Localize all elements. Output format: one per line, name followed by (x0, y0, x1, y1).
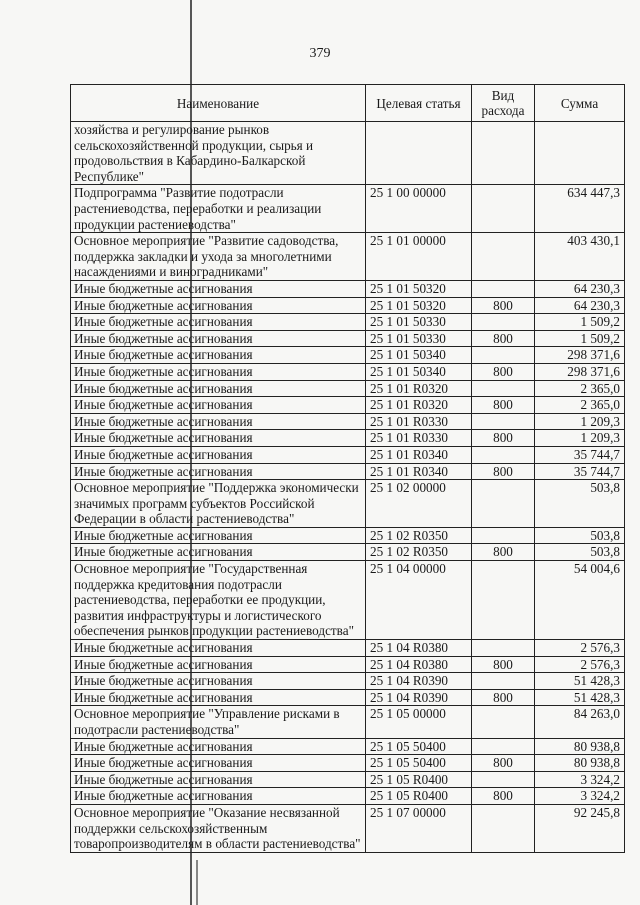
row-sum: 298 371,6 (535, 347, 625, 364)
row-code: 25 1 01 R0320 (366, 397, 472, 414)
row-name: Иные бюджетные ассигнования (71, 280, 366, 297)
row-sum: 503,8 (535, 544, 625, 561)
row-type: 800 (472, 544, 535, 561)
table-row (71, 788, 625, 805)
row-type: 800 (472, 656, 535, 673)
row-code: 25 1 07 00000 (366, 805, 472, 853)
row-type (472, 771, 535, 788)
table-row (71, 233, 625, 281)
table-row (71, 656, 625, 673)
table-row (71, 463, 625, 480)
row-name: Иные бюджетные ассигнования (71, 738, 366, 755)
row-code: 25 1 04 R0390 (366, 673, 472, 690)
row-sum: 503,8 (535, 527, 625, 544)
row-name: Иные бюджетные ассигнования (71, 689, 366, 706)
row-sum: 35 744,7 (535, 446, 625, 463)
row-name: Иные бюджетные ассигнования (71, 463, 366, 480)
row-name: Иные бюджетные ассигнования (71, 788, 366, 805)
row-sum: 298 371,6 (535, 363, 625, 380)
row-code: 25 1 04 R0380 (366, 656, 472, 673)
row-type: 800 (472, 330, 535, 347)
row-code: 25 1 01 R0340 (366, 446, 472, 463)
row-name: Основное мероприятие "Государственная поддержка кредитования подотрасли растениеводства, переработки ее продукции, развития инфраструктуры и логистического обеспечения рынков продукции растениеводства" (71, 561, 366, 640)
row-code: 25 1 04 R0390 (366, 689, 472, 706)
row-code: 25 1 05 R0400 (366, 771, 472, 788)
row-type (472, 413, 535, 430)
row-type (472, 347, 535, 364)
row-type (472, 673, 535, 690)
table-row (71, 363, 625, 380)
table-row (71, 640, 625, 657)
table-row (71, 185, 625, 233)
row-code: 25 1 01 50320 (366, 280, 472, 297)
row-type (472, 380, 535, 397)
row-name: Иные бюджетные ассигнования (71, 380, 366, 397)
row-code: 25 1 04 R0380 (366, 640, 472, 657)
header-sum: Сумма (535, 85, 625, 122)
table-row (71, 446, 625, 463)
row-sum: 92 245,8 (535, 805, 625, 853)
header-article: Целевая статья (366, 85, 472, 122)
row-type: 800 (472, 755, 535, 772)
row-name: Основное мероприятие "Управление рисками в подотрасли растениеводства" (71, 706, 366, 738)
row-sum: 1 209,3 (535, 413, 625, 430)
table-row (71, 314, 625, 331)
row-name: Иные бюджетные ассигнования (71, 656, 366, 673)
row-name: Иные бюджетные ассигнования (71, 413, 366, 430)
row-sum: 403 430,1 (535, 233, 625, 281)
row-name: Иные бюджетные ассигнования (71, 446, 366, 463)
row-code: 25 1 05 R0400 (366, 788, 472, 805)
table-row (71, 689, 625, 706)
table-row (71, 805, 625, 853)
row-name: Подпрограмма "Развитие подотрасли растениеводства, переработки и реализации продукции растениеводства" (71, 185, 366, 233)
row-type (472, 527, 535, 544)
row-type (472, 185, 535, 233)
row-name: Иные бюджетные ассигнования (71, 673, 366, 690)
row-code: 25 1 02 R0350 (366, 527, 472, 544)
row-code: 25 1 01 R0330 (366, 413, 472, 430)
row-code: 25 1 05 00000 (366, 706, 472, 738)
row-sum: 1 209,3 (535, 430, 625, 447)
row-name: Основное мероприятие "Поддержка экономически значимых программ субъектов Российской Федерации в области растениеводства" (71, 480, 366, 528)
row-type: 800 (472, 689, 535, 706)
row-sum: 3 324,2 (535, 788, 625, 805)
row-name: Иные бюджетные ассигнования (71, 771, 366, 788)
row-type (472, 314, 535, 331)
header-type: Вид расхода (472, 85, 535, 122)
row-code: 25 1 02 00000 (366, 480, 472, 528)
table-row (71, 397, 625, 414)
row-code: 25 1 01 50340 (366, 363, 472, 380)
row-type (472, 480, 535, 528)
row-name: Иные бюджетные ассигнования (71, 330, 366, 347)
row-sum: 35 744,7 (535, 463, 625, 480)
row-sum: 3 324,2 (535, 771, 625, 788)
table-row (71, 527, 625, 544)
table-row (71, 380, 625, 397)
table-row (71, 480, 625, 528)
row-type (472, 805, 535, 853)
row-type (472, 706, 535, 738)
row-sum: 1 509,2 (535, 330, 625, 347)
row-sum: 84 263,0 (535, 706, 625, 738)
row-type (472, 640, 535, 657)
budget-table (70, 84, 625, 853)
row-type (472, 280, 535, 297)
header-name: Наименование (71, 85, 366, 122)
table-body (71, 122, 625, 853)
row-name: Иные бюджетные ассигнования (71, 314, 366, 331)
row-name: Основное мероприятие "Оказание несвязанной поддержки сельскохозяйственным товаропроизводителям в области растениеводства" (71, 805, 366, 853)
row-type: 800 (472, 788, 535, 805)
row-code: 25 1 01 R0340 (366, 463, 472, 480)
row-sum: 2 365,0 (535, 380, 625, 397)
row-sum: 1 509,2 (535, 314, 625, 331)
scan-fold-line-lower (196, 860, 198, 905)
table-row (71, 297, 625, 314)
row-sum: 2 576,3 (535, 656, 625, 673)
row-code: 25 1 01 50320 (366, 297, 472, 314)
row-code: 25 1 00 00000 (366, 185, 472, 233)
table-row (71, 561, 625, 640)
row-name: Иные бюджетные ассигнования (71, 347, 366, 364)
row-type (472, 446, 535, 463)
row-sum (535, 122, 625, 185)
table-row (71, 330, 625, 347)
row-sum: 2 365,0 (535, 397, 625, 414)
row-sum: 80 938,8 (535, 738, 625, 755)
table-row (71, 347, 625, 364)
row-code: 25 1 01 R0330 (366, 430, 472, 447)
row-code: 25 1 01 R0320 (366, 380, 472, 397)
row-code: 25 1 05 50400 (366, 738, 472, 755)
row-type (472, 122, 535, 185)
row-sum: 54 004,6 (535, 561, 625, 640)
table-row (71, 706, 625, 738)
table-row (71, 122, 625, 185)
row-name: Основное мероприятие "Развитие садоводства, поддержка закладки и ухода за многолетними насаждениями и виноградниками" (71, 233, 366, 281)
row-name: Иные бюджетные ассигнования (71, 640, 366, 657)
table-row (71, 280, 625, 297)
row-name: Иные бюджетные ассигнования (71, 755, 366, 772)
table-row (71, 430, 625, 447)
row-type: 800 (472, 463, 535, 480)
table-row (71, 413, 625, 430)
row-name: Иные бюджетные ассигнования (71, 363, 366, 380)
row-name: Иные бюджетные ассигнования (71, 297, 366, 314)
row-sum: 64 230,3 (535, 280, 625, 297)
row-sum: 51 428,3 (535, 689, 625, 706)
row-type: 800 (472, 297, 535, 314)
row-type: 800 (472, 397, 535, 414)
row-name: Иные бюджетные ассигнования (71, 397, 366, 414)
row-sum: 64 230,3 (535, 297, 625, 314)
row-code: 25 1 02 R0350 (366, 544, 472, 561)
page-number: 379 (309, 46, 331, 61)
row-name: Иные бюджетные ассигнования (71, 430, 366, 447)
row-code: 25 1 05 50400 (366, 755, 472, 772)
row-code: 25 1 01 50340 (366, 347, 472, 364)
row-sum: 51 428,3 (535, 673, 625, 690)
row-name: Иные бюджетные ассигнования (71, 544, 366, 561)
row-name: Иные бюджетные ассигнования (71, 527, 366, 544)
table-header-row (71, 85, 625, 122)
table-row (71, 771, 625, 788)
row-type: 800 (472, 430, 535, 447)
row-type: 800 (472, 363, 535, 380)
row-code: 25 1 01 50330 (366, 330, 472, 347)
table-row (71, 673, 625, 690)
row-code: 25 1 01 50330 (366, 314, 472, 331)
row-type (472, 738, 535, 755)
row-sum: 80 938,8 (535, 755, 625, 772)
table-row (71, 755, 625, 772)
row-name: хозяйства и регулирование рынков сельскохозяйственной продукции, сырья и продовольствия в Кабардино-Балкарской Республике" (71, 122, 366, 185)
row-code: 25 1 01 00000 (366, 233, 472, 281)
table-row (71, 738, 625, 755)
row-sum: 634 447,3 (535, 185, 625, 233)
row-type (472, 561, 535, 640)
row-sum: 2 576,3 (535, 640, 625, 657)
row-sum: 503,8 (535, 480, 625, 528)
table-row (71, 544, 625, 561)
row-type (472, 233, 535, 281)
row-code: 25 1 04 00000 (366, 561, 472, 640)
row-code (366, 122, 472, 185)
